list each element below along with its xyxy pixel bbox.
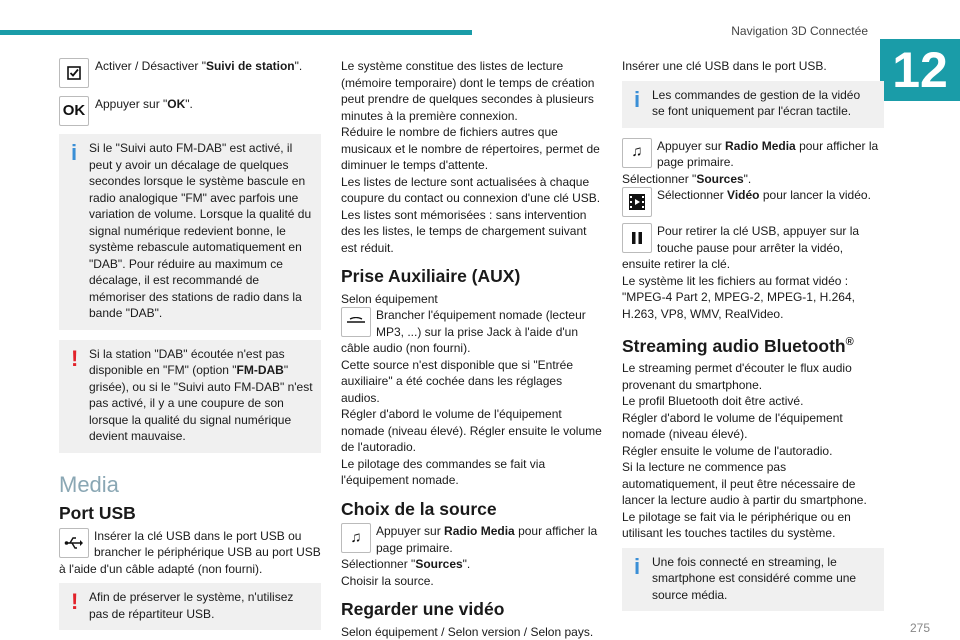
media-block: ♫ Appuyer sur Radio Media pour afficher la page primaire.: [622, 138, 884, 171]
toggle-station-text: Activer / Désactiver "Suivi de station".: [95, 59, 303, 73]
info-box-fm-dab: i Si le "Suivi auto FM-DAB" est activé, il peut y avoir un décalage de quelques secondes lorsque le système bascule en radio analogique "FM" avec parfois une variation de volume. Lorsque la qualité du signal numérique redevient bonne, le système rebascule automatiquement en "DAB". Pour réduire au maximum ce décalage, il est recommandé de mémoriser des stations de radio dans la bande "DAB".: [59, 134, 321, 330]
section-title: Navigation 3D Connectée: [731, 24, 868, 38]
warning-box-usb: ! Afin de préserver le système, n'utilisez pas de répartiteur USB.: [59, 583, 321, 630]
info-icon: i: [634, 86, 641, 112]
column-2: Le système constitue des listes de lecture (mémoire temporaire) dont le temps de création peut prendre de quelques secondes à plusieurs minutes à la première connexion. Réduire le nombre de fichiers autres que musicaux et le nombre de répertoires, permet de diminuer le temps d'attente. Les listes de lecture sont actualisées à chaque coupure du contact ou connexion d'une clé USB. Les listes sont mémorisées : sans intervention des les listes, le temps de chargement suivant est réduit. Prise Auxiliaire (AUX) Selon équipement Brancher l'équipement nomade (lecteur MP3, ...) sur la prise Jack à l'aide d'un câble audio (non fourni). Cette source n'est disponible que si "Entrée auxiliaire" a été cochée dans les réglages audios. Régler d'abord le volume de l'équipement nomade (niveau élevé). Régler ensuite le volume de l'autoradio. Le pilotage des commandes se fait via l'équipement nomade. Choix de la source ♫ Appuyer sur Radio Media pour afficher la page primaire. Sélectionner "Sources". Choisir la source. Regarder une vidéo Selon équipement / Selon version / Selon pays.: [341, 59, 602, 639]
info-icon: i: [71, 140, 78, 165]
warning-icon: !: [71, 345, 79, 371]
column-1: [59, 58, 321, 640]
warning-box-dab: ! Si la station "DAB" écoutée n'est pas disponible en "FM" (option "FM-DAB" grisée), ou si le "Suivi auto FM-DAB" n'est pas activé, il y a une coupure de son lorsque la qualité du signal numérique devient mauvaise.: [59, 340, 321, 453]
video-block: Sélectionner Vidéo pour lancer la vidéo.: [622, 187, 884, 219]
music-note-icon: ♫: [341, 523, 371, 553]
pause-icon: [622, 223, 652, 253]
page-number: 275: [909, 621, 930, 635]
pause-block: Pour retirer la clé USB, appuyer sur la touche pause pour arrêter la vidéo, ensuite retirer la clé.: [622, 224, 860, 271]
media-heading: Media: [59, 471, 119, 497]
column-3: Insérer une clé USB dans le port USB. i Les commandes de gestion de la vidéo se font uniquement par l'écran tactile. ♫ Appuyer sur Radio Media pour afficher la page primaire. Sélectionner "Sources". Sélectionner Vidéo pour lancer la vidéo. Pour retirer la clé USB, appuyer sur la touche pause pour arrêter la vidéo, ensuite retirer la clé. Le système lit les fichiers au format vidéo : "MPEG-4 Part 2, MPEG-2, MPEG-1, H.264, H.263, VP8, WMV, RealVideo. Streaming audio Bluetooth® Le streaming permet d'écouter le flux audio provenant du smartphone. Le profil Bluetooth doit être activé. Régler d'abord le volume de l'équipement nomade (niveau élevé). Régler ensuite le volume de l'autoradio. Si la lecture ne commence pas automatiquement, il peut être nécessaire de lancer la lecture audio à partir du smartphone. Le pilotage se fait via le périphérique ou en utilisant les touches tactiles du système. i Une fois connecté en streaming, le smartphone est considéré comme une source média.: [622, 58, 884, 621]
usb-block: Insérer la clé USB dans le port USB ou brancher le périphérique USB au port USB à l'aide d'un câble adapté (non fourni).: [59, 528, 321, 576]
ok-icon: OK: [59, 96, 89, 126]
aux-jack-icon: [341, 307, 371, 337]
info-icon: i: [634, 553, 641, 579]
aux-block: Brancher l'équipement nomade (lecteur MP3, ...) sur la prise Jack à l'aide d'un câble audio (non fourni).: [341, 308, 586, 355]
info-box-video: i Les commandes de gestion de la vidéo se font uniquement par l'écran tactile.: [622, 81, 884, 128]
top-accent-bar: [0, 30, 472, 35]
aux-heading: Prise Auxiliaire (AUX): [341, 266, 521, 286]
bluetooth-heading: Streaming audio Bluetooth®: [622, 335, 854, 356]
ok-row: [59, 96, 321, 126]
chapter-number: 12: [880, 39, 960, 101]
source-heading: Choix de la source: [341, 498, 497, 519]
usb-icon: [59, 528, 89, 558]
video-film-icon: [622, 187, 652, 217]
warning-icon: !: [71, 589, 79, 614]
music-note-icon: ♫: [622, 138, 652, 168]
ok-text: Appuyer sur "OK".: [95, 97, 193, 111]
info-box-streaming: i Une fois connecté en streaming, le smartphone est considéré comme une source média.: [622, 548, 884, 612]
video-heading: Regarder une vidéo: [341, 599, 505, 619]
source-block: ♫ Appuyer sur Radio Media pour afficher la page primaire.: [341, 523, 603, 556]
usb-heading: Port USB: [59, 503, 136, 523]
checkbox-icon: [59, 58, 89, 88]
toggle-station-row: [59, 58, 321, 88]
